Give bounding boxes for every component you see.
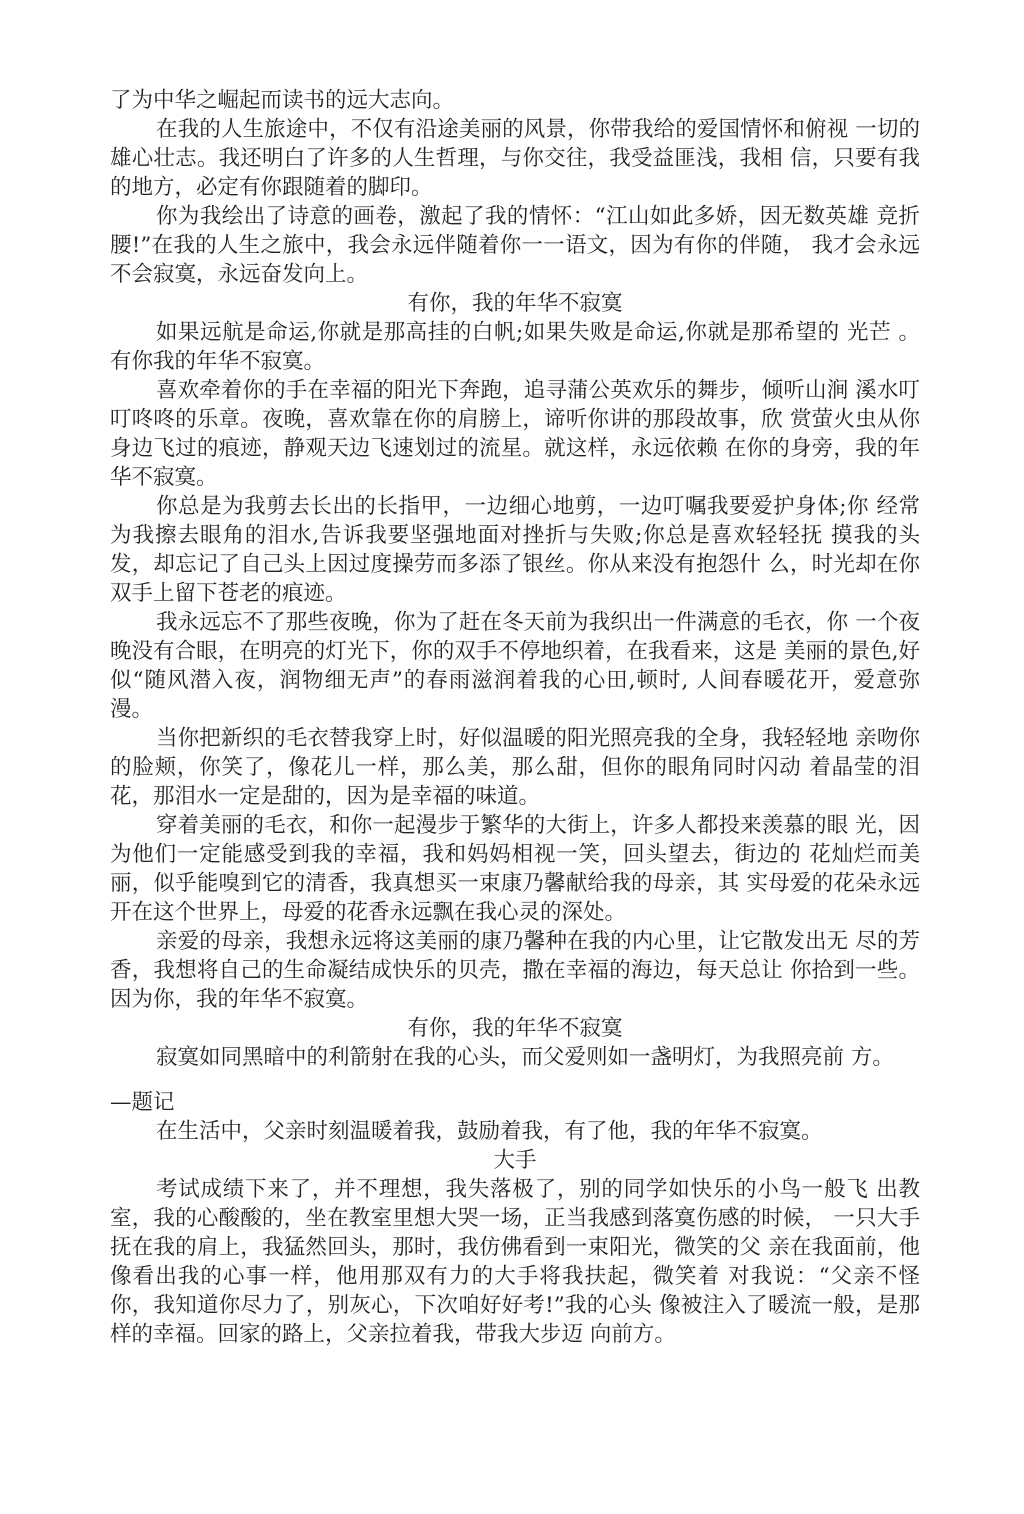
- paragraph: 亲爱的母亲，我想永远将这美丽的康乃馨种在我的内心里，让它散发出无 尽的芳香，我想将自己的生命凝结成快乐的贝壳，撒在幸福的海边，每天总让 你拾到一些。因为你，我的年华不寂寞。: [110, 929, 920, 1012]
- section-heading: 有你，我的年华不寂寞: [407, 291, 623, 316]
- blank-line: [110, 1072, 920, 1088]
- paragraph: 喜欢牵着你的手在幸福的阳光下奔跑，追寻蒲公英欢乐的舞步，倾听山涧 溪水叮叮咚咚的乐章。夜晚，喜欢靠在你的肩膀上，谛听你讲的那段故事，欣 赏萤火虫从你身边飞过的痕迹，静观天边飞速划过的流星。就这样，永远依赖 在你的身旁，我的年华不寂寞。: [110, 378, 920, 490]
- paragraph: 你为我绘出了诗意的画卷，激起了我的情怀：“江山如此多娇，因无数英雄 竞折腰!”在我的人生之旅中，我会永远伴随着你一一语文，因为有你的伴随， 我才会永远不会寂寞，永远奋发向上。: [110, 204, 920, 287]
- section-heading: 有你，我的年华不寂寞: [407, 1016, 623, 1041]
- paragraph: 在我的人生旅途中，不仅有沿途美丽的风景，你带我给的爱国情怀和俯视 一切的雄心壮志。我还明白了许多的人生哲理，与你交往，我受益匪浅，我相 信，只要有我的地方，必定有你跟随着的脚印。: [110, 117, 920, 200]
- paragraph: 当你把新织的毛衣替我穿上时，好似温暖的阳光照亮我的全身，我轻轻地 亲吻你的脸颊，你笑了，像花儿一样，那么美，那么甜，但你的眼角同时闪动 着晶莹的泪花，那泪水一定是甜的，因为是幸福的味道。: [110, 726, 920, 809]
- paragraph: 穿着美丽的毛衣，和你一起漫步于繁华的大街上，许多人都投来羡慕的眼 光，因为他们一定能感受到我的幸福，我和妈妈相视一笑，回头望去，街边的 花灿烂而美丽，似乎能嗅到它的清香，我真想买一束康乃馨献给我的母亲，其 实母爱的花朵永远开在这个世界上，母爱的花香永远飘在我心灵的深处。: [110, 813, 920, 925]
- paragraph: 了为中华之崛起而读书的远大志向。: [110, 88, 455, 113]
- paragraph: 如果远航是命运,你就是那高挂的白帆;如果失败是命运,你就是那希望的 光芒 。有你我的年华不寂寞。: [110, 320, 920, 374]
- paragraph: 寂寞如同黑暗中的利箭射在我的心头，而父爱则如一盏明灯，为我照亮前 方。: [156, 1045, 894, 1070]
- paragraph: 考试成绩下来了，并不理想，我失落极了，别的同学如快乐的小鸟一般飞 出教室，我的心酸酸的，坐在教室里想大哭一场，正当我感到落寞伤感的时候， 一只大手抚在我的肩上，我猛然回头，那时，我仿佛看到一束阳光，微笑的父 亲在我面前，他像看出我的心事一样，他用那双有力的大手将我扶起，微笑着 对我说：“父亲不怪你，我知道你尽力了，别灰心，下次咱好好考!”我的心头 像被注入了暖流一般，是那样的幸福。回家的路上，父亲拉着我，带我大步迈 向前方。: [110, 1177, 920, 1347]
- paragraph: 在生活中，父亲时刻温暖着我，鼓励着我，有了他，我的年华不寂寞。: [156, 1119, 823, 1144]
- section-heading: 大手: [493, 1148, 537, 1173]
- paragraph: 你总是为我剪去长出的长指甲，一边细心地剪，一边叮嘱我要爱护身体;你 经常为我擦去眼角的泪水,告诉我要坚强地面对挫折与失败;你总是喜欢轻轻抚 摸我的头发，却忘记了自己头上因过度操劳而多添了银丝。你从来没有抱怨什 么，时光却在你双手上留下苍老的痕迹。: [110, 494, 920, 606]
- epigraph-attribution: —题记: [110, 1090, 175, 1115]
- paragraph: 我永远忘不了那些夜晚，你为了赶在冬天前为我织出一件满意的毛衣，你 一个夜晚没有合眼，在明亮的灯光下，你的双手不停地织着，在我看来，这是 美丽的景色,好似“随风潜入夜，润物细无声”的春雨滋润着我的心田,顿时, 人间春暖花开，爱意弥漫。: [110, 610, 920, 722]
